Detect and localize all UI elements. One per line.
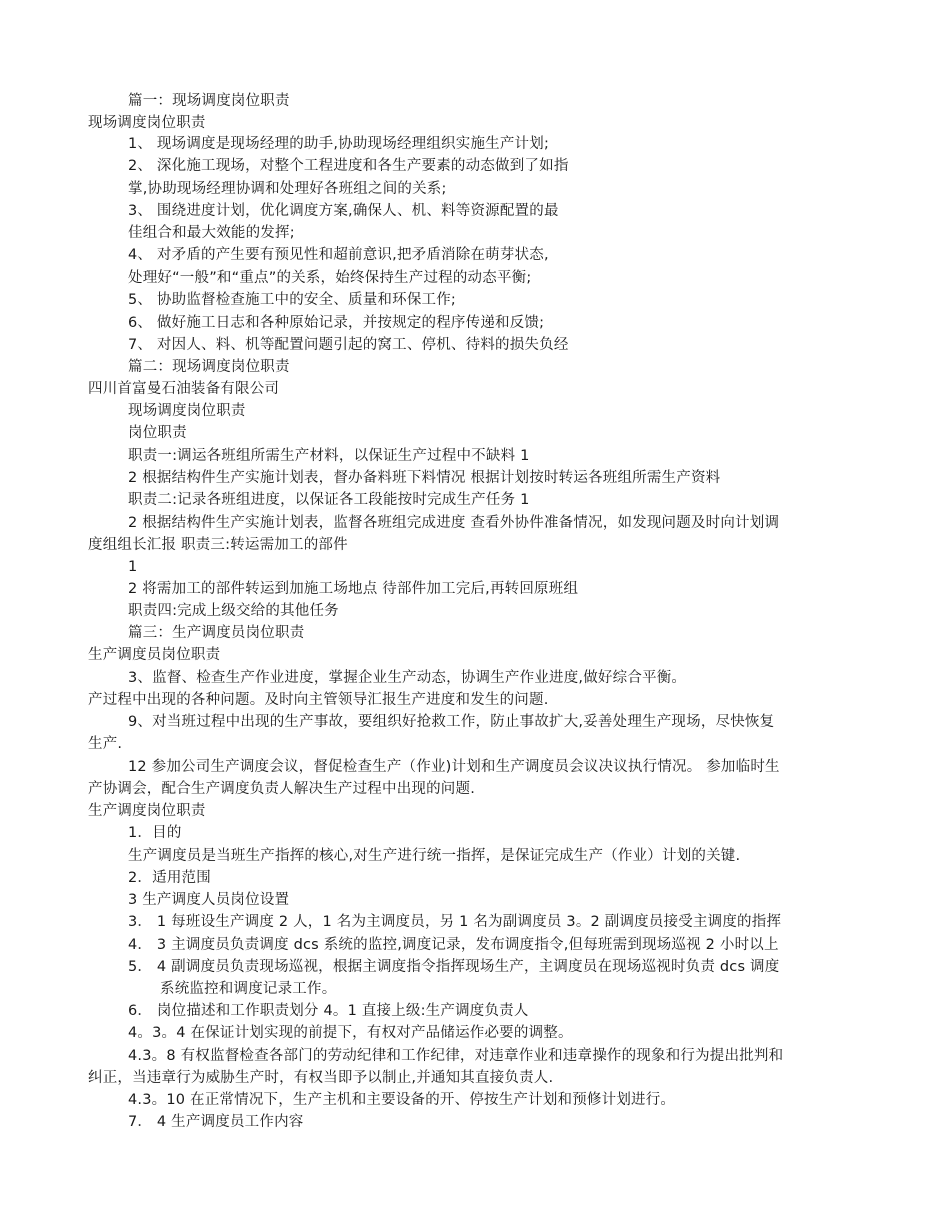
text-line: 现场调度岗位职责	[128, 403, 246, 419]
text-line: 3、监督、检查生产作业进度，掌握企业生产动态，协调生产作业进度,做好综合平衡。	[128, 670, 687, 686]
text-line: 5． 4 副调度员负责现场巡视，根据主调度指令指挥现场生产，主调度员在现场巡视时负责 dcs 调度	[128, 959, 780, 975]
text-line: 4。3。4 在保证计划实现的前提下，有权对产品储运作必要的调整。	[128, 1025, 573, 1041]
text-line: 4.3。8 有权监督检查各部门的劳动纪律和工作纪律，对违章作业和违章操作的现象和行为提出批判和	[128, 1048, 784, 1064]
text-line: 2．适用范围	[128, 870, 211, 886]
text-line: 职责四:完成上级交给的其他任务	[128, 603, 339, 619]
text-line: 系统监控和调度记录工作。	[160, 981, 337, 997]
text-line: 1、 现场调度是现场经理的助手,协助现场经理组织实施生产计划;	[128, 136, 550, 152]
text-line: 7、 对因人、料、机等配置问题引起的窝工、停机、待料的损失负经	[128, 337, 569, 353]
text-line: 4、 对矛盾的产生要有预见性和超前意识,把矛盾消除在萌芽状态,	[128, 247, 549, 263]
text-line: 生产调度员岗位职责	[88, 647, 221, 663]
text-line: 5、 协助监督检查施工中的安全、质量和环保工作;	[128, 292, 457, 308]
text-line: 3 生产调度人员岗位设置	[128, 892, 290, 908]
text-line: 处理好“一般”和“重点”的关系，始终保持生产过程的动态平衡;	[128, 270, 532, 286]
text-line: 篇一：现场调度岗位职责	[128, 93, 290, 109]
text-line: 度组组长汇报 职责三:转运需加工的部件	[88, 537, 348, 553]
text-line: 4． 3 主调度员负责调度 dcs 系统的监控,调度记录，发布调度指令,但每班需到现场巡视 2 小时以上	[128, 937, 779, 953]
text-line: 3、 围绕进度计划，优化调度方案,确保人、机、料等资源配置的最	[128, 203, 559, 219]
text-line: 2 根据结构件生产实施计划表，监督各班组完成进度 查看外协件准备情况，如发现问题及时向计划调	[128, 515, 780, 531]
text-line: 2 将需加工的部件转运到加施工场地点 待部件加工完后,再转回原班组	[128, 581, 579, 597]
text-line: 1	[128, 559, 138, 575]
text-line: 2 根据结构件生产实施计划表，督办备料班下料情况 根据计划按时转运各班组所需生产资料	[128, 470, 721, 486]
text-line: 12 参加公司生产调度会议，督促检查生产（作业)计划和生产调度员会议决议执行情况。 参加临时生	[128, 759, 780, 775]
text-line: 6． 岗位描述和工作职责划分 4。1 直接上级:生产调度负责人	[128, 1003, 529, 1019]
text-line: 篇三：生产调度员岗位职责	[128, 625, 305, 641]
text-line: 掌,协助现场经理协调和处理好各班组之间的关系;	[128, 181, 447, 197]
text-line: 1．目的	[128, 825, 182, 841]
text-line: 纠正，当违章行为威胁生产时，有权当即予以制止,并通知其直接负责人.	[88, 1070, 554, 1086]
text-line: 3． 1 每班设生产调度 2 人，1 名为主调度员，另 1 名为副调度员 3。2 副调度员接受主调度的指挥	[128, 914, 782, 930]
text-line: 职责一:调运各班组所需生产材料，以保证生产过程中不缺料 1	[128, 448, 530, 464]
text-line: 岗位职责	[128, 425, 187, 441]
text-line: 4.3。10 在正常情况下，生产主机和主要设备的开、停按生产计划和预修计划进行。	[128, 1092, 676, 1108]
text-line: 产协调会，配合生产调度负责人解决生产过程中出现的问题.	[88, 781, 476, 797]
text-line: 职责二:记录各班组进度，以保证各工段能按时完成生产任务 1	[128, 492, 530, 508]
text-line: 7． 4 生产调度员工作内容	[128, 1114, 304, 1130]
text-line: 四川首富曼石油装备有限公司	[88, 381, 280, 397]
text-line: 产过程中出现的各种问题。及时向主管领导汇报生产进度和发生的问题.	[88, 692, 549, 708]
text-line: 现场调度岗位职责	[88, 115, 206, 131]
text-line: 生产.	[88, 736, 123, 752]
text-line: 生产调度员是当班生产指挥的核心,对生产进行统一指挥，是保证完成生产（作业）计划的关键.	[128, 848, 741, 864]
text-line: 佳组合和最大效能的发挥;	[128, 225, 295, 241]
text-line: 生产调度岗位职责	[88, 803, 206, 819]
text-line: 篇二：现场调度岗位职责	[128, 359, 290, 375]
text-line: 9、对当班过程中出现的生产事故，要组织好抢救工作，防止事故扩大,妥善处理生产现场，尽快恢复	[128, 714, 775, 730]
text-line: 2、 深化施工现场，对整个工程进度和各生产要素的动态做到了如指	[128, 158, 569, 174]
text-line: 6、 做好施工日志和各种原始记录，并按规定的程序传递和反馈;	[128, 315, 545, 331]
